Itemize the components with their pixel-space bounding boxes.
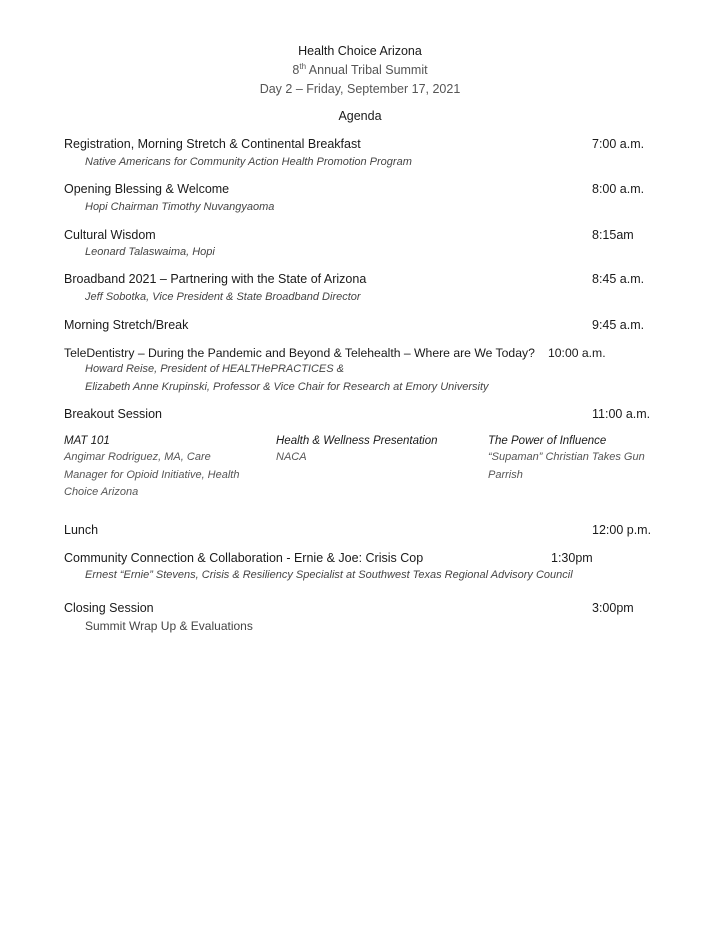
agenda-item-time: 8:45 a.m. bbox=[592, 272, 645, 286]
agenda-item-speaker: Leonard Talaswaima, Hopi bbox=[85, 246, 215, 258]
agenda-item-time: 8:00 a.m. bbox=[592, 182, 645, 196]
summit-title bbox=[0, 63, 720, 77]
breakout-title: The Power of Influence bbox=[488, 435, 607, 447]
agenda-item-time: 7:00 a.m. bbox=[592, 137, 645, 151]
breakout-title: Health & Wellness Presentation bbox=[276, 435, 438, 447]
breakout-column bbox=[276, 435, 476, 467]
agenda-item-time: 1:30pm bbox=[551, 551, 593, 565]
agenda-item-speaker: Howard Reise, President of HEALTHePRACTICES & bbox=[85, 363, 344, 375]
agenda-item-title: Cultural Wisdom bbox=[64, 228, 156, 242]
agenda-item-note: Summit Wrap Up & Evaluations bbox=[85, 619, 253, 633]
agenda-item-time: 11:00 a.m. bbox=[592, 407, 651, 421]
agenda-item-time: 8:15am bbox=[592, 228, 634, 242]
annual-number: 8 bbox=[292, 63, 300, 77]
breakout-line: Choice Arizona bbox=[64, 486, 139, 498]
agenda-item-speaker: Native Americans for Community Action Health Promotion Program bbox=[85, 156, 412, 168]
agenda-item-title: Registration, Morning Stretch & Continental Breakfast bbox=[64, 137, 361, 151]
agenda-item-time: 10:00 a.m. bbox=[548, 346, 606, 360]
breakout-column bbox=[488, 435, 688, 484]
agenda-item-title: Broadband 2021 – Partnering with the State of Arizona bbox=[64, 272, 367, 286]
breakout-line: NACA bbox=[276, 451, 307, 463]
agenda-item-title: Closing Session bbox=[64, 601, 154, 615]
agenda-heading: Agenda bbox=[338, 109, 382, 123]
agenda-item-speaker: Elizabeth Anne Krupinski, Professor & Vice Chair for Research at Emory University bbox=[85, 381, 489, 393]
breakout-presenter bbox=[64, 449, 264, 502]
agenda-item-time: 12:00 p.m. bbox=[592, 523, 652, 537]
annual-ordinal: th bbox=[299, 61, 307, 71]
breakout-line: Angimar Rodriguez, MA, Care bbox=[64, 451, 211, 463]
breakout-presenter bbox=[276, 449, 476, 467]
breakout-presenter bbox=[488, 449, 688, 484]
agenda-item-title: Morning Stretch/Break bbox=[64, 318, 189, 332]
agenda-item-time: 3:00pm bbox=[592, 601, 634, 615]
agenda-item-time: 9:45 a.m. bbox=[592, 318, 645, 332]
agenda-item-title: TeleDentistry – During the Pandemic and Beyond & Telehealth – Where are We Today? bbox=[64, 346, 535, 360]
breakout-line: “Supaman” Christian Takes Gun bbox=[488, 451, 645, 463]
org-title: Health Choice Arizona bbox=[298, 44, 422, 58]
breakout-line: Manager for Opioid Initiative, Health bbox=[64, 468, 240, 481]
summit-date: Day 2 – Friday, September 17, 2021 bbox=[259, 82, 461, 96]
breakout-title: MAT 101 bbox=[64, 435, 110, 447]
breakout-column bbox=[64, 435, 264, 502]
agenda-item-title: Breakout Session bbox=[64, 407, 162, 421]
annual-text: Annual Tribal Summit bbox=[306, 63, 428, 77]
agenda-item-speaker: Jeff Sobotka, Vice President & State Broadband Director bbox=[85, 291, 361, 303]
agenda-item-title: Lunch bbox=[64, 523, 99, 537]
breakout-line: Parrish bbox=[488, 468, 523, 481]
agenda-item-speaker: Hopi Chairman Timothy Nuvangyaoma bbox=[85, 201, 275, 213]
agenda-item-title: Opening Blessing & Welcome bbox=[64, 182, 230, 196]
agenda-item-speaker: Ernest “Ernie” Stevens, Crisis & Resiliency Specialist at Southwest Texas Regional Advisory Council bbox=[85, 569, 573, 581]
agenda-item-title: Community Connection & Collaboration - Ernie & Joe: Crisis Cop bbox=[64, 551, 424, 565]
